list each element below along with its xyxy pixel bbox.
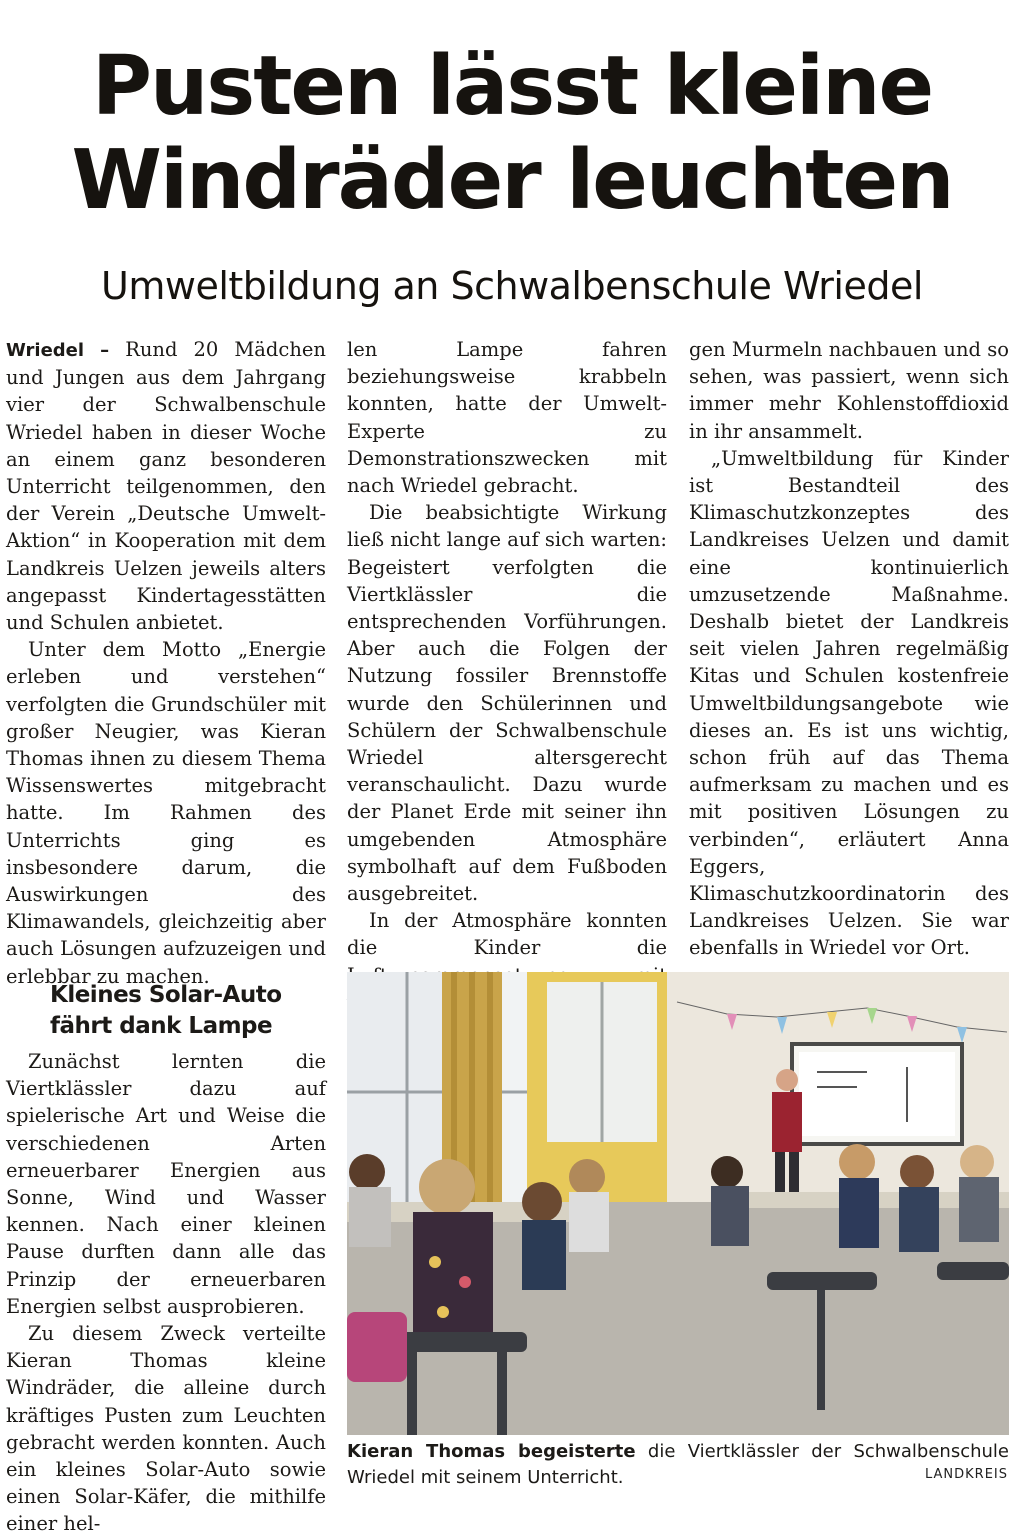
paragraph-3: Zunächst lernten die Viertklässler dazu auf spielerische Art und Weise die verschiedenen Arten erneuerbarer Energien aus Sonne, Wind und Wasser kennen. Nach einer kleinen Pause durften dann alle das Prinzip der erneuerbaren Energien selbst ausprobieren.: [6, 1050, 326, 1318]
paragraph-1-text: Rund 20 Mädchen und Jungen aus dem Jahrgang vier der Schwalbenschule Wriedel haben in dieser Woche an einem ganz besonderen Unterricht teilgenommen, den der Verein „Deutsche Umwelt-Aktion“ in Kooperation mit dem Landkreis Uelzen jeweils alters angepasst Kindertagesstätten und Schulen anbietet.: [6, 338, 326, 635]
photo-caption: [347, 1439, 1009, 1491]
subheading-line-1: Kleines Solar-Auto: [50, 982, 282, 1008]
classroom-photo: [347, 972, 1009, 1435]
caption-bold: Kieran Thomas begeisterte: [347, 1441, 636, 1462]
paragraph-4: Zu diesem Zweck verteilte Kieran Thomas kleine Windräder, die alleine durch kräftiges Pusten zum Leuchten gebracht werden konnten. Auch ein kleines Solar-Auto sowie einen Solar-Käfer, die mithilfe einer hel-: [6, 1322, 326, 1536]
article-column-1: [6, 336, 326, 990]
headline-line-2: Windräder leuchten: [71, 133, 953, 228]
caption-text: die Viertklässler der Schwalbenschule Wriedel mit seinem Unterricht.: [347, 1441, 1010, 1488]
dateline: Wriedel –: [6, 340, 110, 361]
paragraph-9: „Umweltbildung für Kinder ist Bestandteil des Klimaschutzkonzeptes des Landkreises Uelzen und damit eine kontinuierlich umzusetzende Maßnahme. Deshalb bietet der Landkreis seit vielen Jahren regelmäßig Kitas und Schulen kostenfreie Umweltbildungsangebote wie dieses an. Es ist uns wichtig, schon früh auf das Thema aufmerksam zu machen und es mit positiven Lösungen zu verbinden“, erläutert Anna Eggers, Klimaschutzkoordinatorin des Landkreises Uelzen. Sie war ebenfalls in Wriedel vor Ort.: [689, 446, 1009, 960]
classroom-photo-illustration: [347, 972, 1009, 1435]
section-subheading: [50, 980, 320, 1042]
article-column-2: [347, 336, 667, 1016]
article-column-3: [689, 336, 1009, 962]
headline-line-1: Pusten lässt kleine: [91, 39, 933, 134]
paragraph-1: [6, 336, 326, 636]
paragraph-7: In der Atmosphäre konnten die Kinder die: [347, 909, 667, 960]
paragraph-2: Unter dem Motto „Energie erleben und verstehen“ verfolgten die Grundschüler mit großer Neugier, was Kieran Thomas ihnen zu diesem Thema Wissenswertes mitgebracht hatte. Im Rahmen des Unterrichts ging es insbesondere darum, die Auswirkungen des Klimawandels, gleichzeitig aber auch Lösungen aufzuzeigen und erlebbar zu machen.: [6, 638, 326, 988]
photo-credit: LANDKREIS: [924, 1467, 1008, 1482]
article-column-1-continued: [6, 1048, 326, 1538]
subheading-line-2: fährt dank Lampe: [50, 1013, 273, 1039]
subheadline: Umweltbildung an Schwalbenschule Wriedel: [101, 264, 923, 308]
paragraph-6: Die beabsichtigte Wirkung ließ nicht lange auf sich warten: Begeistert verfolgten die Viertklässler die entsprechenden Vorführungen. Aber auch die Folgen der Nutzung fossiler Brennstoffe wurde den Schülerinnen und Schülern der Schwalbenschule Wriedel altersgerecht veranschaulicht. Dazu wurde der Planet Erde mit seiner ihn umgebenden Atmosphäre symbolhaft auf dem Fußboden ausgebreitet.: [347, 501, 667, 906]
paragraph-8: gen Murmeln nachbauen und so sehen, was passiert, wenn sich immer mehr Kohlenstoffdioxid in ihr ansammelt.: [689, 338, 1009, 443]
paragraph-5: len Lampe fahren beziehungsweise krabbeln konnten, hatte der Umwelt-Experte zu Demonstrationszwecken mit nach Wriedel gebracht.: [347, 338, 667, 498]
headline: [0, 40, 1024, 228]
